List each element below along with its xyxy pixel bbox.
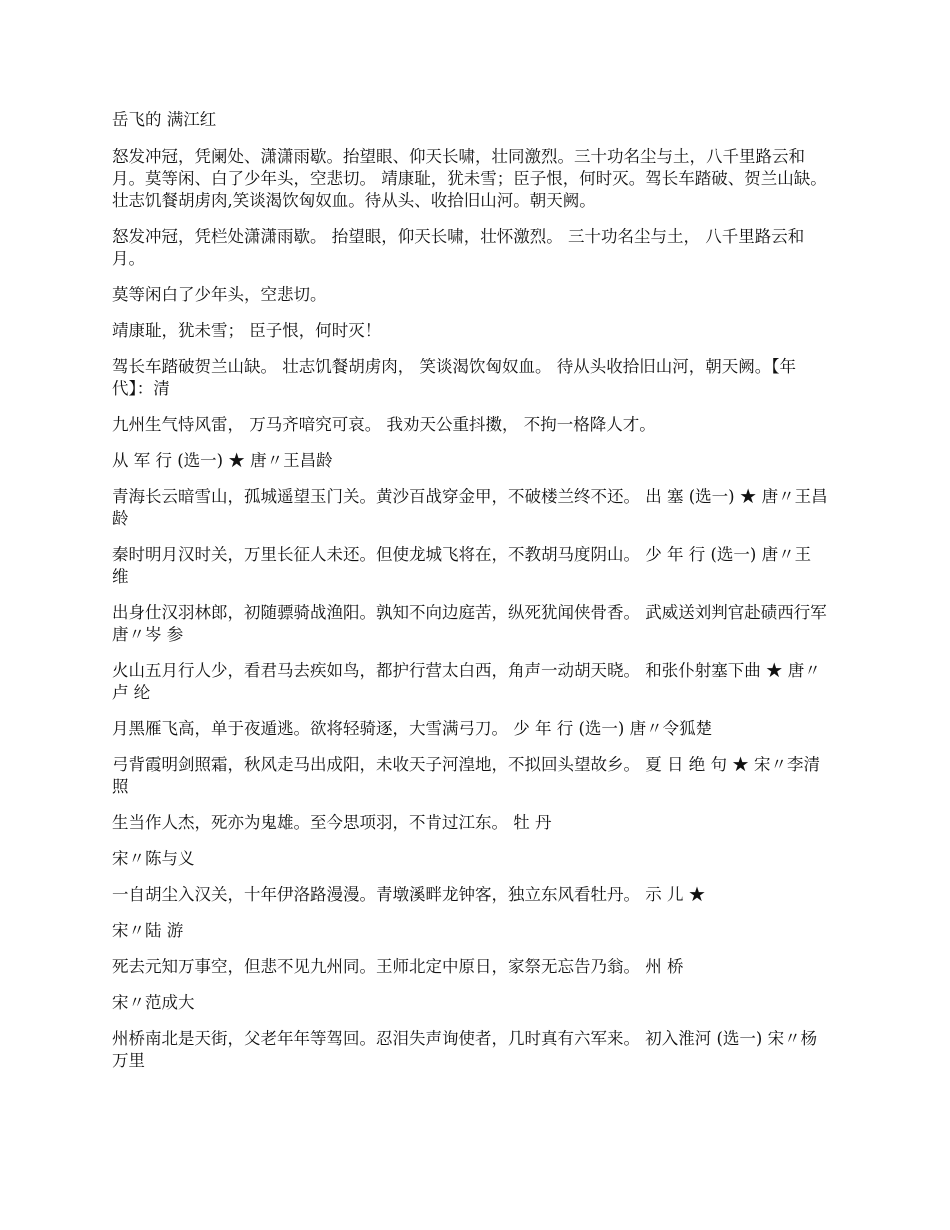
paragraph: 驾长车踏破贺兰山缺。 壮志饥餐胡虏肉， 笑谈渴饮匈奴血。 待从头收拾旧山河，朝天阙。【年代】：清	[112, 357, 796, 398]
paragraph: 从 军 行 (选一) ★ 唐〃王昌龄	[112, 451, 333, 470]
paragraph: 火山五月行人少，看君马去疾如鸟，都护行营太白西，角声一动胡天晓。 和张仆射塞下曲 ★ 唐〃卢 纶	[112, 661, 821, 702]
paragraph: 莫等闲白了少年头，空悲切。	[112, 285, 327, 304]
paragraph: 青海长云暗雪山，孤城遥望玉门关。黄沙百战穿金甲，不破楼兰终不还。 出 塞 (选一) ★ 唐〃王昌龄	[112, 487, 828, 528]
paragraph: 一自胡尘入汉关，十年伊洛路漫漫。青墩溪畔龙钟客，独立东风看牡丹。 示 儿 ★	[112, 885, 706, 904]
paragraph: 怒发冲冠，凭栏处潇潇雨歇。 抬望眼，仰天长啸，壮怀激烈。 三十功名尘与土， 八千里路云和月。	[112, 227, 805, 268]
paragraph: 宋〃陆 游	[112, 921, 184, 940]
paragraph: 生当作人杰，死亦为鬼雄。至今思项羽，不肯过江东。 牡 丹	[112, 813, 552, 832]
document-title: 岳飞的 满江红	[112, 110, 217, 129]
paragraph: 九州生气恃风雷， 万马齐喑究可哀。 我劝天公重抖擞， 不拘一格降人才。	[112, 415, 656, 434]
paragraph: 宋〃范成大	[112, 993, 195, 1012]
paragraph: 月黑雁飞高，单于夜遁逃。欲将轻骑逐，大雪满弓刀。 少 年 行 (选一) 唐〃令狐楚	[112, 719, 713, 738]
paragraph: 怒发冲冠，凭阑处、潇潇雨歇。抬望眼、仰天长啸，壮同激烈。三十功名尘与土，八千里路云和月。莫等闲、白了少年头，空悲切。 靖康耻，犹未雪；臣子恨，何时灭。驾长车踏破、贺兰山缺。壮志饥餐胡虏肉,笑谈渴饮匈奴血。待从头、收拾旧山河。朝天阙。	[112, 147, 827, 210]
paragraph: 州桥南北是天街，父老年年等驾回。忍泪失声询使者，几时真有六军来。 初入淮河 (选一) 宋〃杨万里	[112, 1029, 818, 1070]
paragraph: 死去元知万事空，但悲不见九州同。王师北定中原日，家祭无忘告乃翁。 州 桥	[112, 957, 684, 976]
document-page	[112, 109, 830, 1086]
paragraph: 宋〃陈与义	[112, 849, 195, 868]
paragraph: 秦时明月汉时关，万里长征人未还。但使龙城飞将在，不教胡马度阴山。 少 年 行 (选一) 唐〃王 维	[112, 545, 812, 586]
paragraph: 靖康耻，犹未雪； 臣子恨，何时灭！	[112, 321, 382, 340]
paragraph: 出身仕汉羽林郎，初随骠骑战渔阳。孰知不向边庭苦，纵死犹闻侠骨香。 武威送刘判官赴碛西行军 唐〃岑 参	[112, 603, 827, 644]
paragraph: 弓背霞明剑照霜，秋风走马出成阳，未收天子河湟地，不拟回头望故乡。 夏 日 绝 句 ★ 宋〃李清照	[112, 755, 820, 796]
